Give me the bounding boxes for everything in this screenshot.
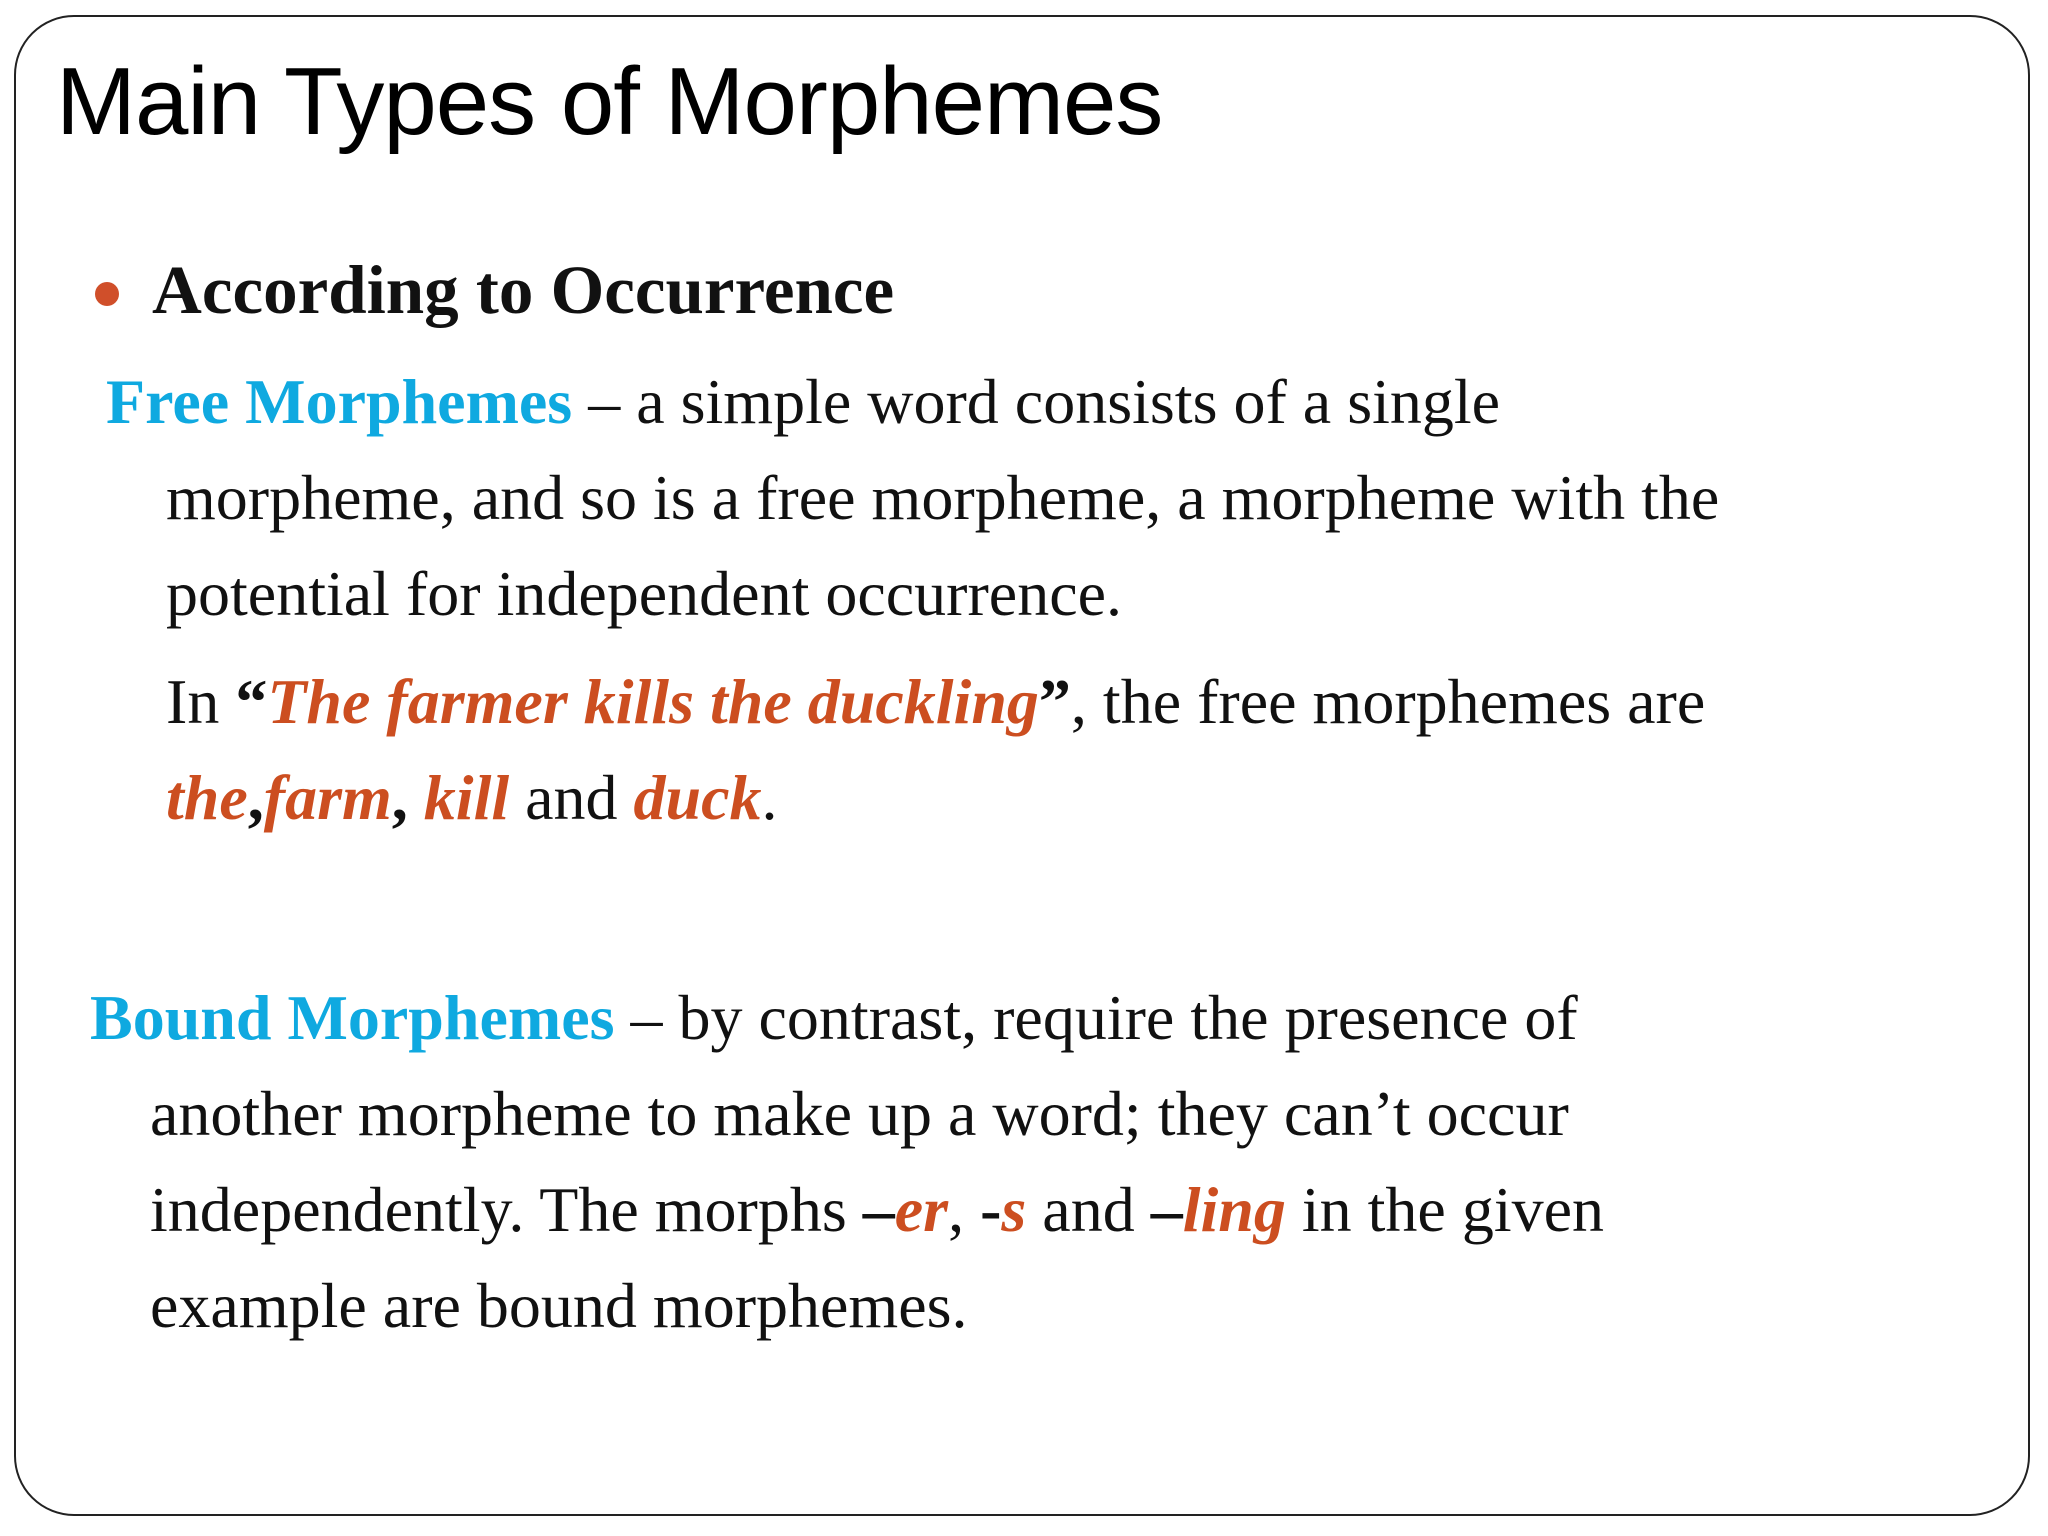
- bullet-heading: According to Occurrence: [152, 252, 895, 328]
- bound-and-text: and: [1026, 1174, 1151, 1245]
- dash-1: –: [862, 1174, 895, 1245]
- bullet-dot-icon: [95, 282, 119, 306]
- bound-morph-er: er: [894, 1174, 949, 1245]
- free-word-the: the: [166, 762, 248, 833]
- free-morphemes-term: Free Morphemes: [106, 366, 573, 437]
- close-quote: ”: [1038, 666, 1071, 737]
- free-word-duck: duck: [633, 762, 762, 833]
- dash-3: –: [1150, 1174, 1183, 1245]
- bound-line-3-end: in the given: [1285, 1174, 1604, 1245]
- free-line-2: morpheme, and so is a free morpheme, a morpheme with the: [166, 462, 1720, 533]
- bound-line-2: another morpheme to make up a word; they can’t occur: [150, 1078, 1569, 1149]
- bound-line-1-text: – by contrast, require the presence of: [614, 982, 1578, 1053]
- period: .: [761, 762, 778, 833]
- comma-2: ,: [391, 762, 408, 833]
- slide-title: Main Types of Morphemes: [56, 48, 1163, 155]
- bound-line-3: [150, 1174, 1604, 1245]
- bound-morph-ling: ling: [1182, 1174, 1286, 1245]
- free-words-line: [166, 762, 778, 833]
- dash-2: -: [980, 1174, 1002, 1245]
- comma-1: ,: [247, 762, 264, 833]
- example-rest-text: , the free morphemes are: [1070, 666, 1706, 737]
- free-line-3: potential for independent occurrence.: [166, 558, 1122, 629]
- example-in-text: In: [166, 666, 236, 737]
- free-example-line: [166, 666, 1706, 737]
- bound-line-4: example are bound morphemes.: [150, 1270, 968, 1341]
- bound-line-1: [90, 982, 1578, 1053]
- free-line-1-text: – a simple word consists of a single: [572, 366, 1501, 437]
- and-text: and: [509, 762, 634, 833]
- free-word-farm: farm: [263, 762, 392, 833]
- free-line-1: [106, 366, 1501, 437]
- bound-morph-s: s: [1001, 1174, 1027, 1245]
- bound-morphemes-term: Bound Morphemes: [90, 982, 615, 1053]
- example-sentence: The farmer kills the duckling: [267, 666, 1039, 737]
- separator-1: ,: [948, 1174, 981, 1245]
- open-quote: “: [235, 666, 268, 737]
- free-word-kill: kill: [423, 762, 510, 833]
- bound-line-3-start: independently. The morphs: [150, 1174, 863, 1245]
